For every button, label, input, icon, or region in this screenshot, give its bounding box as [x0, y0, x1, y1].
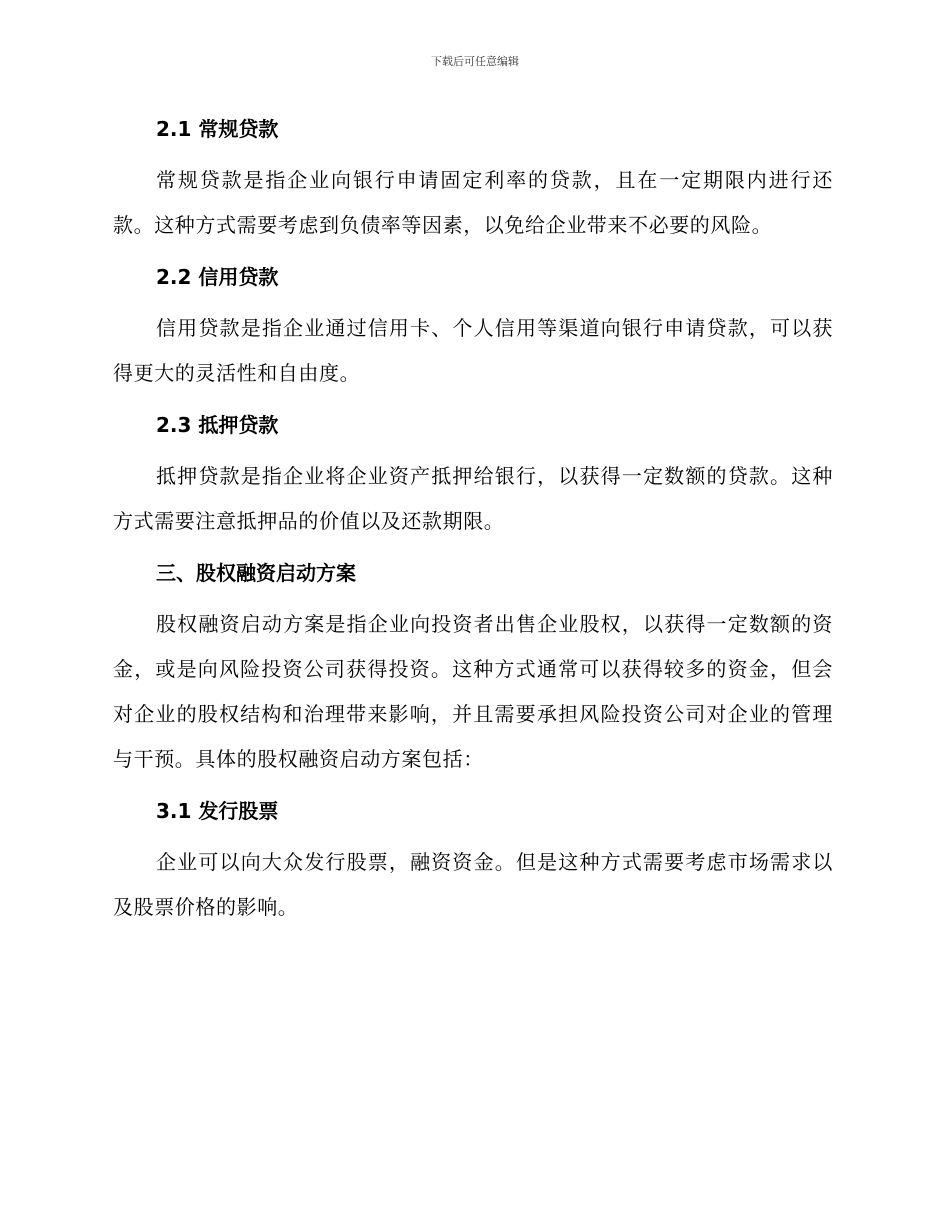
section-heading-3-1: 3.1 发行股票 — [156, 799, 279, 823]
section-paragraph-2-3: 抵押贷款是指企业将企业资产抵押给银行，以获得一定数额的贷款。这种方式需要注意抵押品的价值以及还款期限。 — [113, 464, 833, 533]
section-heading-3: 三、股权融资启动方案 — [156, 561, 356, 585]
section-heading-2-1: 2.1 常规贷款 — [156, 117, 279, 141]
section-paragraph-3-1: 企业可以向大众发行股票，融资资金。但是这种方式需要考虑市场需求以及股票价格的影响。 — [113, 850, 833, 919]
section-paragraph-2-1: 常规贷款是指企业向银行申请固定利率的贷款，且在一定期限内进行还款。这种方式需要考虑到负债率等因素，以免给企业带来不必要的风险。 — [113, 168, 833, 237]
section-paragraph-3: 股权融资启动方案是指企业向投资者出售企业股权，以获得一定数额的资金，或是向风险投资公司获得投资。这种方式通常可以获得较多的资金，但会对企业的股权结构和治理带来影响，并且需要承担风险投资公司对企业的管理与干预。具体的股权融资启动方案包括： — [113, 612, 833, 771]
header-note: 下载后可任意编辑 — [431, 55, 519, 68]
section-heading-2-2: 2.2 信用贷款 — [156, 265, 279, 289]
section-paragraph-2-2: 信用贷款是指企业通过信用卡、个人信用等渠道向银行申请贷款，可以获得更大的灵活性和自由度。 — [113, 316, 833, 385]
document-body — [113, 112, 833, 930]
section-heading-2-3: 2.3 抵押贷款 — [156, 413, 279, 437]
